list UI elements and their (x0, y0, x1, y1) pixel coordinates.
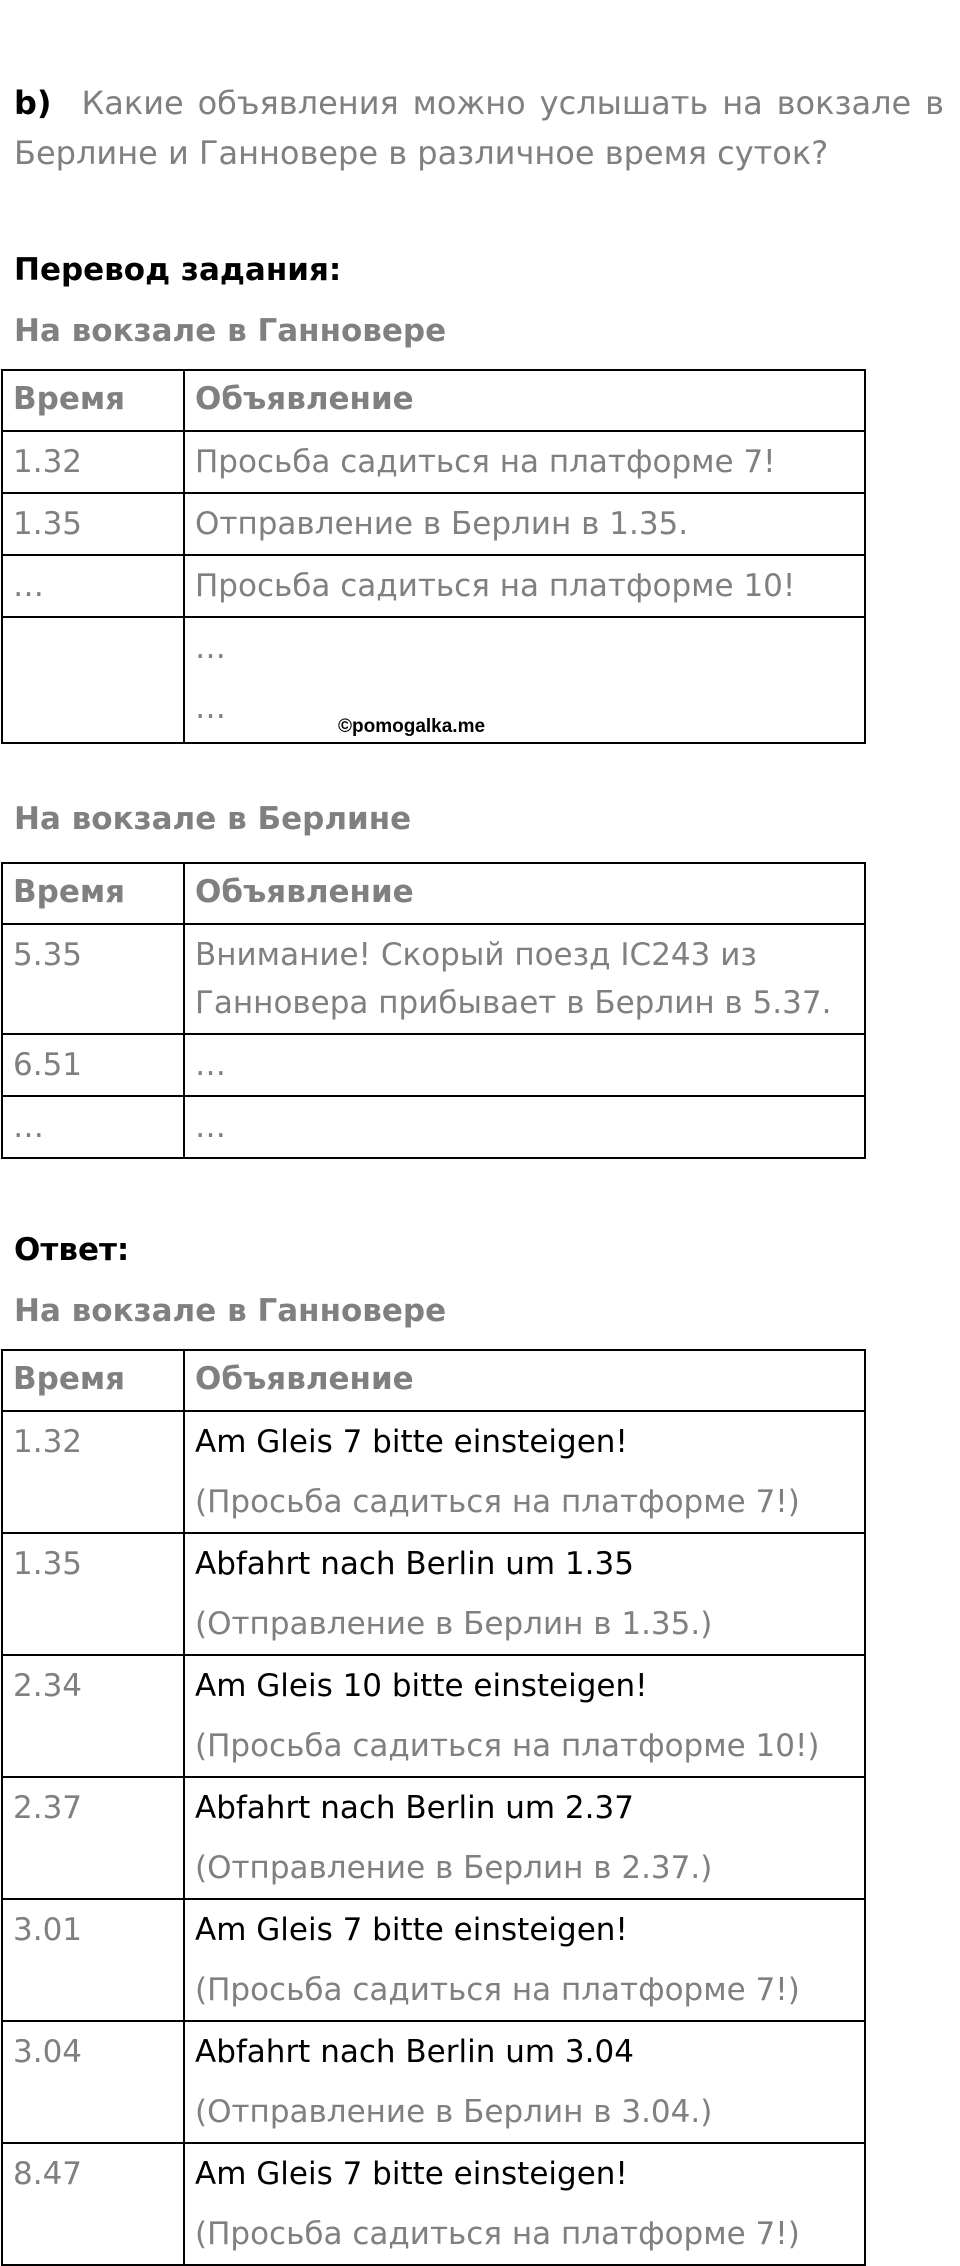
russian-translation: (Просьба садиться на платформе 7!) (195, 1484, 800, 1520)
cell-announcement (184, 1899, 865, 2021)
cell-time: 3.01 (2, 1899, 184, 2021)
cell-time: 8.47 (2, 2143, 184, 2265)
translation-hannover-title: На вокзале в Ганновере (14, 313, 447, 349)
cell-announcement (184, 1533, 865, 1655)
cell-announcement: … (184, 1096, 865, 1158)
translation-berlin-title: На вокзале в Берлине (14, 801, 412, 837)
cell-announcement: Просьба садиться на платформе 7! (184, 431, 865, 493)
cell-announcement (184, 2143, 865, 2265)
table-row (2, 1899, 865, 2021)
cell-time: 6.51 (2, 1034, 184, 1096)
table-row (2, 1034, 865, 1096)
header-time: Время (2, 1350, 184, 1411)
german-announcement: Am Gleis 7 bitte einsteigen! (195, 1424, 628, 1460)
german-announcement: Abfahrt nach Berlin um 2.37 (195, 1790, 634, 1826)
cell-announcement: Просьба садиться на платформе 10! (184, 555, 865, 617)
answer-hannover-table (1, 1349, 866, 2266)
watermark: ©pomogalka.me (338, 716, 486, 737)
cell-time: 2.37 (2, 1777, 184, 1899)
translation-hannover-table (1, 369, 866, 744)
task-letter: b) (14, 84, 52, 122)
translation-heading: Перевод задания: (14, 252, 342, 288)
german-announcement: Am Gleis 7 bitte einsteigen! (195, 2156, 628, 2192)
ellipsis-line: … (195, 630, 226, 666)
cell-announcement (184, 1655, 865, 1777)
table-row (2, 2143, 865, 2265)
cell-announcement (184, 1411, 865, 1533)
table-header-row (2, 863, 865, 924)
russian-translation: (Отправление в Берлин в 3.04.) (195, 2094, 713, 2130)
cell-time: 3.04 (2, 2021, 184, 2143)
cell-time: 2.34 (2, 1655, 184, 1777)
task-paragraph (14, 78, 944, 178)
header-announcement: Объявление (184, 1350, 865, 1411)
table-row (2, 1411, 865, 1533)
table-row (2, 1777, 865, 1899)
answer-heading: Ответ: (14, 1232, 130, 1268)
translation-berlin-table (1, 862, 866, 1159)
german-announcement: Abfahrt nach Berlin um 1.35 (195, 1546, 634, 1582)
german-announcement: Am Gleis 7 bitte einsteigen! (195, 1912, 628, 1948)
cell-announcement: Отправление в Берлин в 1.35. (184, 493, 865, 555)
table-header-row (2, 1350, 865, 1411)
cell-announcement: Внимание! Скорый поезд IC243 из Ганновера прибывает в Берлин в 5.37. (184, 924, 865, 1034)
table-row (2, 1655, 865, 1777)
table-row (2, 2021, 865, 2143)
table-row (2, 555, 865, 617)
cell-announcement: … (184, 1034, 865, 1096)
cell-time: 5.35 (2, 924, 184, 1034)
russian-translation: (Просьба садиться на платформе 7!) (195, 1972, 800, 2008)
table-row (2, 431, 865, 493)
cell-announcement (184, 2021, 865, 2143)
cell-announcement (184, 617, 865, 743)
header-time: Время (2, 370, 184, 431)
task-text: Какие объявления можно услышать на вокзале в Берлине и Ганновере в различное время суток? (14, 84, 944, 172)
cell-time: 1.35 (2, 1533, 184, 1655)
cell-time (2, 617, 184, 743)
cell-time: 1.32 (2, 431, 184, 493)
cell-time: … (2, 1096, 184, 1158)
table-header-row (2, 370, 865, 431)
cell-announcement (184, 1777, 865, 1899)
table-row (2, 493, 865, 555)
ellipsis-line: … (195, 690, 226, 726)
russian-translation: (Просьба садиться на платформе 10!) (195, 1728, 820, 1764)
header-announcement: Объявление (184, 863, 865, 924)
table-row (2, 1533, 865, 1655)
cell-time: 1.32 (2, 1411, 184, 1533)
russian-translation: (Отправление в Берлин в 1.35.) (195, 1606, 713, 1642)
russian-translation: (Отправление в Берлин в 2.37.) (195, 1850, 713, 1886)
german-announcement: Am Gleis 10 bitte einsteigen! (195, 1668, 648, 1704)
cell-time: 1.35 (2, 493, 184, 555)
cell-time: … (2, 555, 184, 617)
table-row (2, 1096, 865, 1158)
header-announcement: Объявление (184, 370, 865, 431)
russian-translation: (Просьба садиться на платформе 7!) (195, 2216, 800, 2252)
table-row (2, 924, 865, 1034)
german-announcement: Abfahrt nach Berlin um 3.04 (195, 2034, 634, 2070)
header-time: Время (2, 863, 184, 924)
answer-hannover-title: На вокзале в Ганновере (14, 1293, 447, 1329)
